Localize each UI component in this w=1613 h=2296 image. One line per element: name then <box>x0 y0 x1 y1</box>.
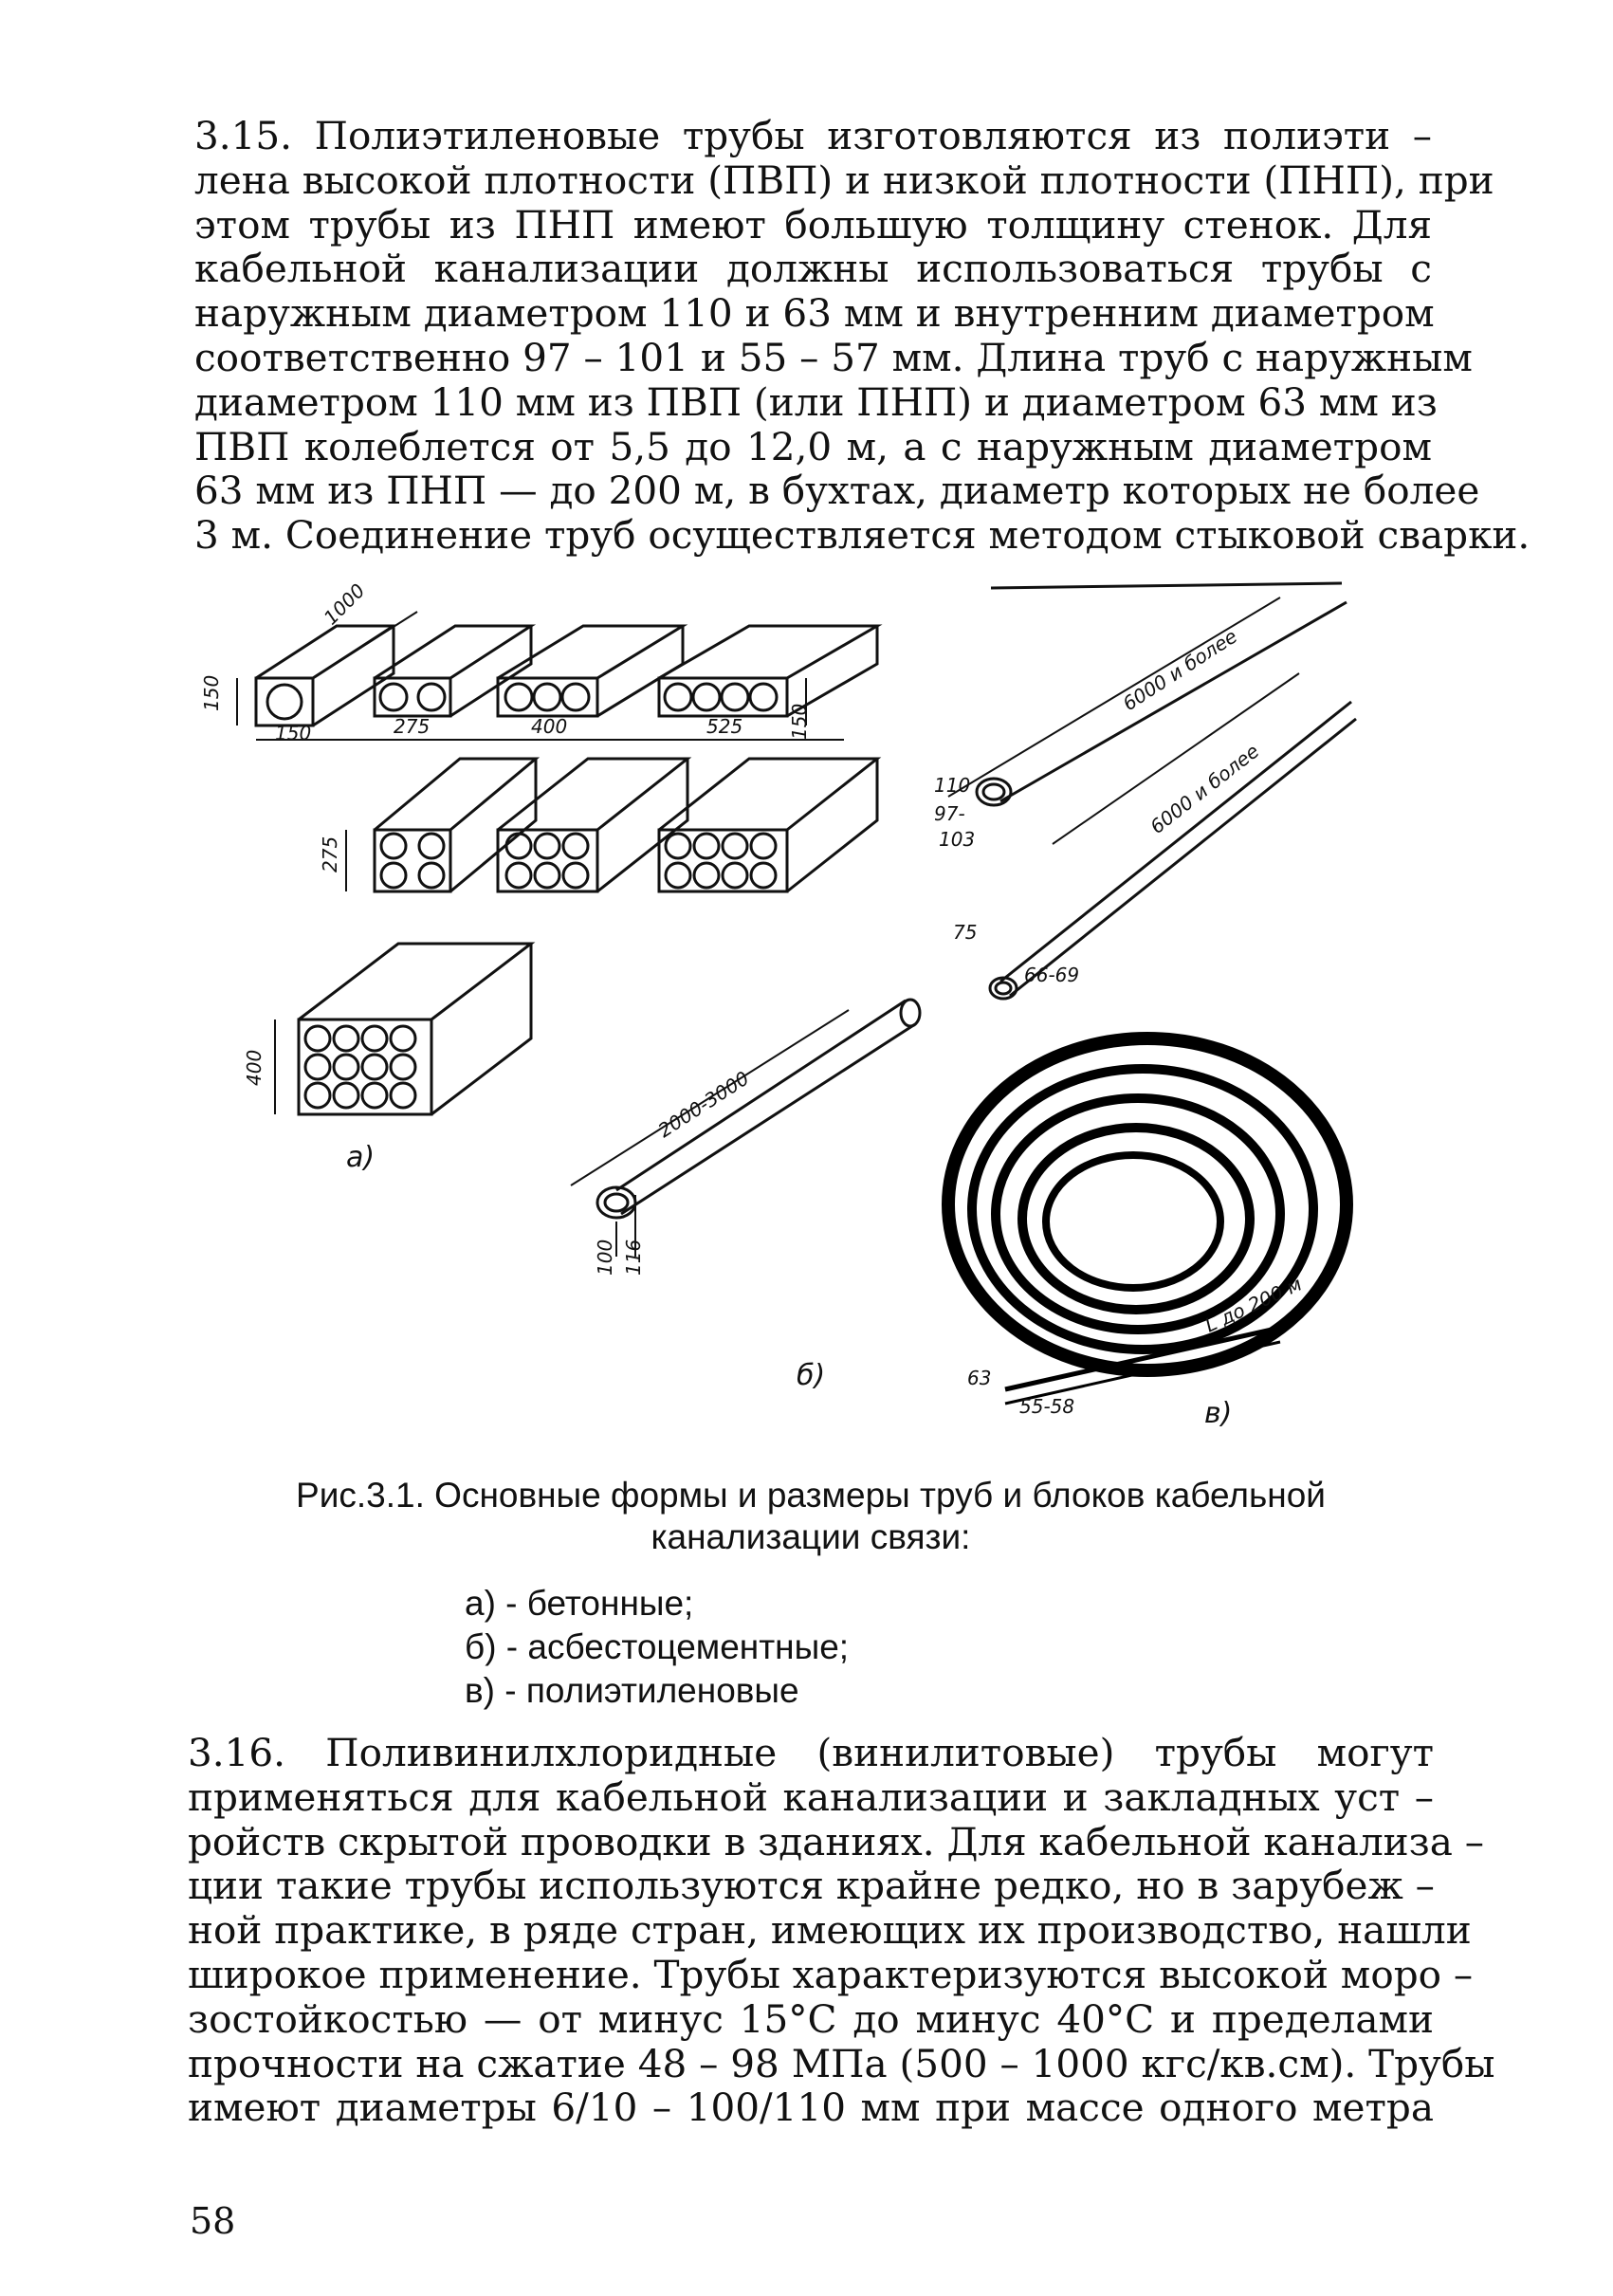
concrete-block-3-holes <box>498 626 683 716</box>
para-line: соответственно 97 – 101 и 55 – 57 мм. Длина труб с наружным <box>194 334 1473 380</box>
concrete-block-4-holes <box>659 626 877 716</box>
dim-75: 75 <box>953 921 978 944</box>
legend-item: б) - асбестоцементные; <box>465 1627 850 1666</box>
label-a: а) <box>346 1141 376 1174</box>
dim-6000-lower: 6000 и более <box>1146 739 1264 838</box>
section-3-16-paragraph <box>188 1730 1495 2131</box>
para-line: ПВП колеблется от 5,5 до 12,0 м, а с наружным диаметром <box>194 423 1432 469</box>
polyethylene-coil <box>948 1038 1347 1404</box>
page-number: 58 <box>190 2200 236 2242</box>
para-line: 3 м. Соединение труб осуществляется методом стыковой сварки. <box>194 512 1531 559</box>
polyethylene-pipe-63 <box>990 673 1356 999</box>
asbestos-cement-pipe <box>571 1000 920 1257</box>
para-line: 3.16. Поливинилхлоридные (винилитовые) трубы могут <box>188 1730 1434 1775</box>
para-line: прочности на сжатие 48 – 98 МПа (500 – 1000 кгс/кв.см). Трубы <box>188 2040 1495 2086</box>
figure-3-1-pipes-and-blocks <box>200 579 1403 1479</box>
para-line: диаметром 110 мм из ПВП (или ПНП) и диаметром 63 мм из <box>194 378 1438 425</box>
dim-103: 103 <box>939 828 976 851</box>
dim-length-200m: L до 200 м <box>1201 1272 1306 1337</box>
concrete-block-3x4 <box>299 944 531 1114</box>
para-line: кабельной канализации должны использоваться трубы с <box>194 246 1432 292</box>
label-v: в) <box>1204 1397 1233 1430</box>
para-line: зостойкостью — от минус 15°С до минус 40°С и пределами <box>188 1995 1434 2042</box>
para-line: 3.15. Полиэтиленовые трубы изготовляются из полиэти – <box>194 113 1432 158</box>
para-line: имеют диаметры 6/10 – 100/110 мм при массе одного метра <box>188 2085 1434 2131</box>
legend-item: а) - бетонные; <box>465 1584 694 1623</box>
dim-55-58: 55-58 <box>1019 1395 1075 1418</box>
dim-6000-upper: 6000 и более <box>1118 624 1241 716</box>
caption-line-2: канализации связи: <box>651 1517 971 1556</box>
dim-100: 100 <box>594 1239 616 1276</box>
dim-110: 110 <box>934 774 971 797</box>
caption-line-1: Рис.3.1. Основные формы и размеры труб и блоков кабельной <box>296 1476 1326 1515</box>
dim-66-69: 66-69 <box>1024 964 1080 986</box>
para-line: широкое применение. Трубы характеризуются высокой моро – <box>188 1951 1474 1997</box>
dim-116: 116 <box>622 1239 645 1276</box>
legend-item: в) - полиэтиленовые <box>465 1671 799 1710</box>
para-line: этом трубы из ПНП имеют большую толщину стенок. Для <box>194 201 1432 248</box>
dim-400-width: 400 <box>531 715 568 738</box>
dim-400-height: 400 <box>243 1049 266 1086</box>
section-3-15-paragraph <box>194 113 1531 559</box>
para-line: ной практике, в ряде стран, имеющих их производство, нашли <box>188 1907 1472 1954</box>
para-line: лена высокой плотности (ПВП) и низкой плотности (ПНП), при <box>194 156 1494 203</box>
concrete-block-2x4 <box>659 759 877 891</box>
dim-150-width: 150 <box>275 722 312 744</box>
dim-150-height-2: 150 <box>788 703 811 740</box>
dim-275-width: 275 <box>394 715 431 738</box>
dim-150-height: 150 <box>200 674 223 711</box>
dim-97: 97- <box>934 802 965 825</box>
para-line: наружным диаметром 110 и 63 мм и внутренним диаметром <box>194 290 1435 337</box>
concrete-block-2x2 <box>375 759 536 891</box>
para-line: 63 мм из ПНП — до 200 м, в бухтах, диаметр которых не более <box>194 468 1480 514</box>
para-line: ройств скрытой проводки в зданиях. Для кабельной канализа – <box>188 1818 1485 1864</box>
dim-1000: 1000 <box>319 579 370 630</box>
figure-caption <box>180 1475 1441 1558</box>
dim-2000-3000: 2000-3000 <box>653 1066 754 1143</box>
label-b: б) <box>797 1359 826 1392</box>
dim-63: 63 <box>967 1367 992 1389</box>
para-line: ции такие трубы используются крайне редко, но в зарубеж – <box>188 1863 1435 1909</box>
dim-275-height: 275 <box>319 836 341 872</box>
para-line: применяться для кабельной канализации и закладных уст – <box>188 1773 1434 1820</box>
figure-legend <box>465 1582 849 1713</box>
dim-525-width: 525 <box>706 715 743 738</box>
